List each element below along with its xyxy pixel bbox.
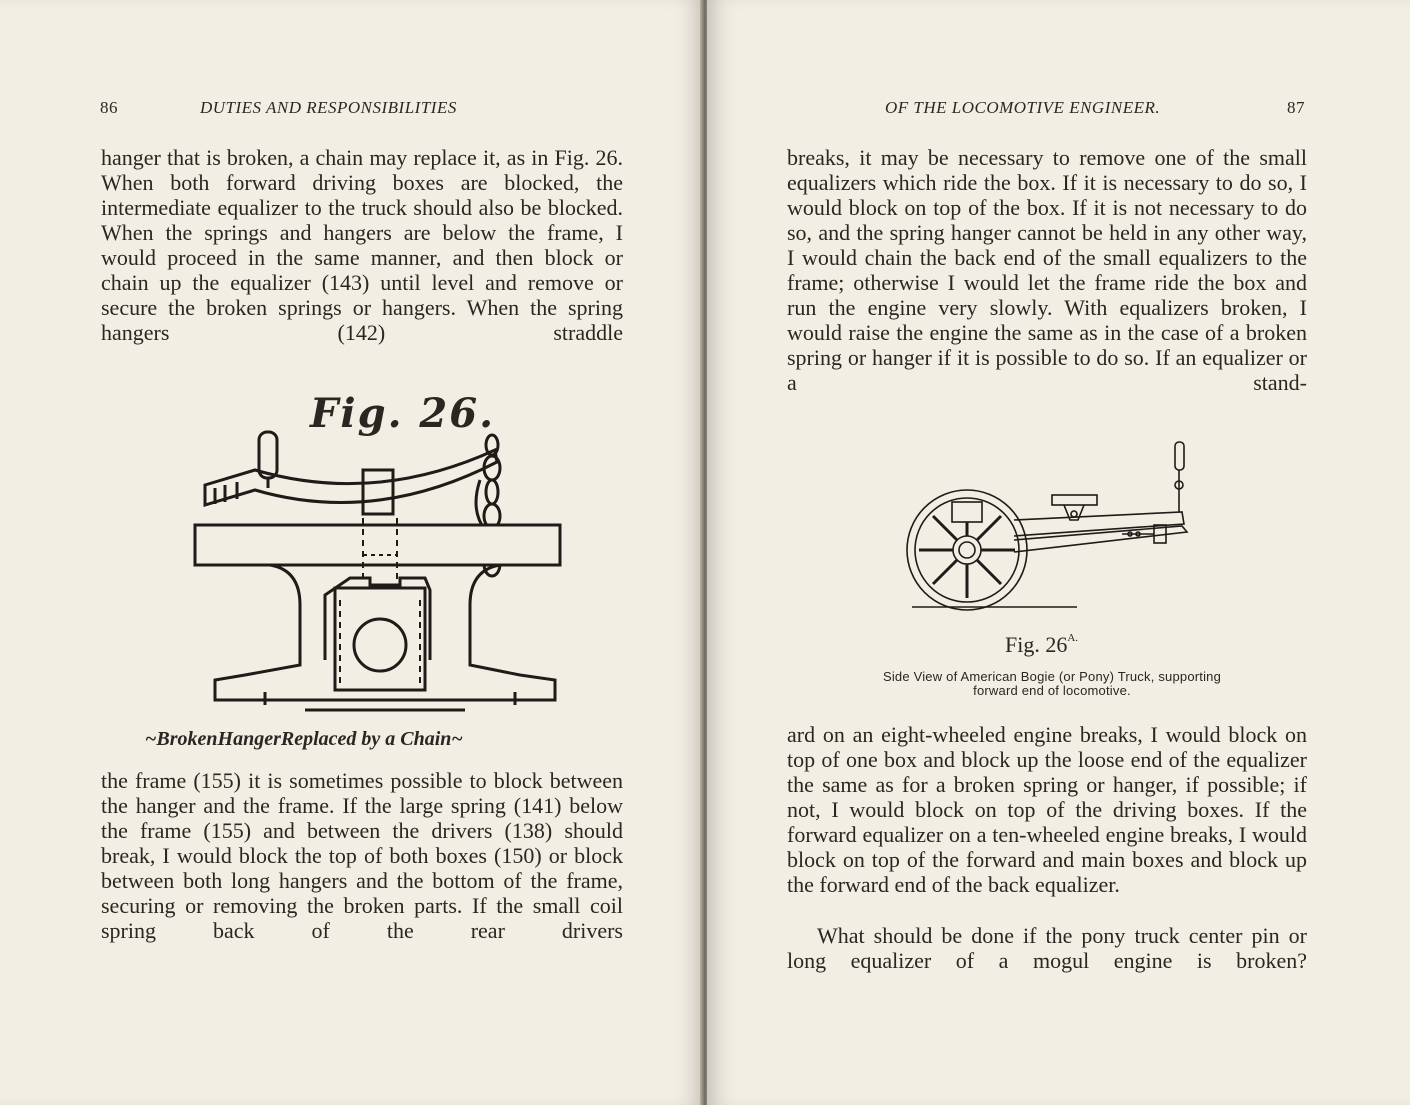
figure-26-chain-hanger-illustration [185, 430, 565, 720]
figure-26a-label [1005, 632, 1078, 658]
figure-26a-label-text: Fig. 26 [1005, 632, 1068, 657]
figure-26a-caption-line2: forward end of locomotive. [973, 683, 1131, 698]
right-question: What should be done if the pony truck center pin or long equalizer of a mogul engine is broken? [787, 923, 1307, 973]
figure-26-caption: ~BrokenHangerReplaced by a Chain~ [145, 728, 463, 750]
figure-26a-caption-line1: Side View of American Bogie (or Pony) Truck, supporting [882, 669, 1222, 684]
right-paragraph-mid: ard on an eight-wheeled engine breaks, I would block on top of one box and block up the loose end of the equalizer the same as for a broken spring or hanger, if possible; if not, I would block on top of the driving boxes. If the forward equalizer on a ten-wheeled engine breaks, I would block on top of the forward and main boxes and block up the forward end of the back equalizer. [787, 722, 1307, 897]
figure-26a-label-superscript: A. [1067, 632, 1079, 644]
right-paragraph-top: breaks, it may be necessary to remove one of the small equalizers which ride the box. If it is necessary to do so, I would block on top of the box. If it is not necessary to do so, and the spring hanger cannot be held in any other way, I would chain the back end of the small equalizers to the frame; otherwise I would let the frame ride the box and run the engine very slowly. With equalizers broken, I would raise the engine the same as in the case of a broken spring or hanger if it is possible to do so. If an equalizer or a stand- [787, 145, 1307, 395]
left-paragraph-top: hanger that is broken, a chain may replace it, as in Fig. 26. When both forward driving boxes are blocked, the intermediate equalizer to the truck should also be blocked. When the springs and hangers are below the frame, I would proceed in the same manner, and then block or chain up the equalizer (143) until level and remove or secure the broken springs or hangers. When the spring hangers (142) straddle [101, 145, 623, 345]
left-page-number: 86 [100, 98, 118, 117]
right-page-number: 87 [1287, 98, 1305, 117]
right-running-title: OF THE LOCOMOTIVE ENGINEER. [885, 98, 1161, 117]
figure-26-title: Fig. 26. [310, 390, 496, 437]
right-page [707, 0, 1410, 1105]
figure-26a-pony-truck-illustration [902, 440, 1202, 610]
left-page [0, 0, 703, 1105]
figure-26a-caption [827, 670, 1277, 698]
left-running-title: DUTIES AND RESPONSIBILITIES [200, 98, 457, 117]
left-paragraph-bottom: the frame (155) it is sometimes possible to block between the hanger and the frame. If the large spring (141) below the frame (155) and between the drivers (138) should break, I would block the top of both boxes (150) or block between both long hangers and the bottom of the frame, securing or removing the broken parts. If the small coil spring back of the rear drivers [101, 768, 623, 943]
